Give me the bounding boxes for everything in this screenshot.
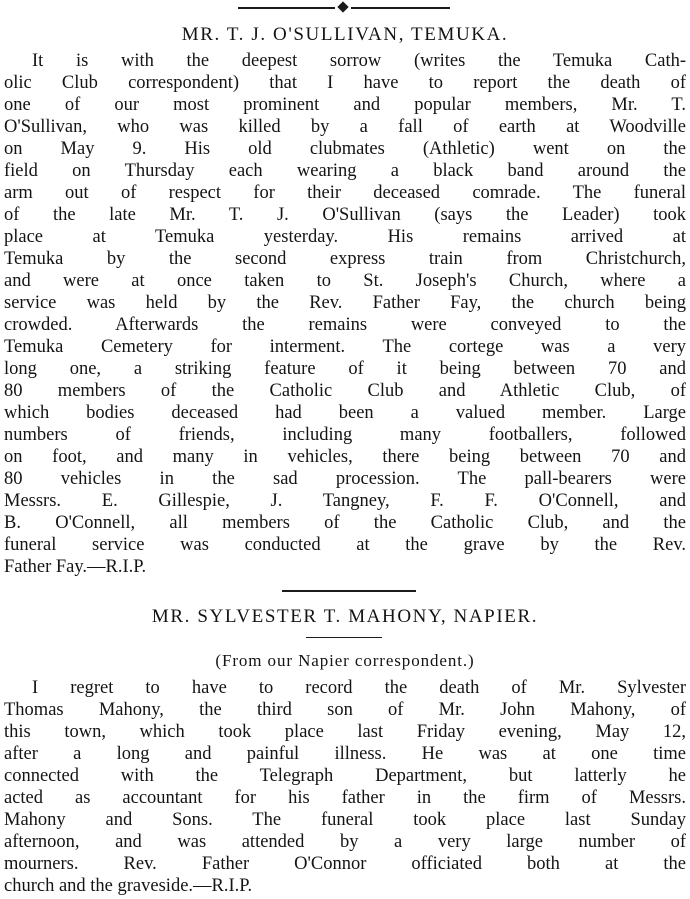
article1-line: olic Club correspondent) that I have to report the death of — [4, 73, 686, 93]
article1-line: numbers of friends, including many footballers, followed — [4, 425, 686, 445]
article1-line: field on Thursday each wearing a black band around the — [4, 161, 686, 181]
article1-line: 80 members of the Catholic Club and Athletic Club, of — [4, 381, 686, 401]
article1-line: crowded. Afterwards the remains were conveyed to the — [4, 315, 686, 335]
article1-line: place at Temuka yesterday. His remains arrived at — [4, 227, 686, 247]
article1-line: Father Fay.—R.I.P. — [4, 557, 147, 577]
article2-line: acted as accountant for his father in the firm of Messrs. — [4, 788, 686, 808]
article1-line: It is with the deepest sorrow (writes the Temuka Cath- — [32, 51, 686, 71]
article1-line: one of our most prominent and popular members, Mr. T. — [4, 95, 686, 115]
top-rule-right — [351, 7, 450, 9]
article1-line: Temuka by the second express train from Christchurch, — [4, 249, 686, 269]
article1-line: on May 9. His old clubmates (Athletic) went on the — [4, 139, 686, 159]
article1-line: O'Sullivan, who was killed by a fall of earth at Woodville — [4, 117, 686, 137]
article2-heading: MR. SYLVESTER T. MAHONY, NAPIER. — [151, 606, 539, 627]
article2-line: Thomas Mahony, the third son of Mr. John Mahony, of — [4, 700, 686, 720]
article2-line: afternoon, and was attended by a very large number of — [4, 832, 686, 852]
article1-line: B. O'Connell, all members of the Catholic Club, and the — [4, 513, 686, 533]
article2-line: this town, which took place last Friday evening, May 12, — [4, 722, 686, 742]
article1-line: 80 vehicles in the sad procession. The pall-bearers were — [4, 469, 686, 489]
article1-line: which bodies deceased had been a valued member. Large — [4, 403, 686, 423]
article1-line: Temuka Cemetery for interment. The cortege was a very — [4, 337, 686, 357]
article2-line: after a long and painful illness. He was at one time — [4, 744, 686, 764]
heading-underline-rule — [306, 637, 382, 638]
article1-line: on foot, and many in vehicles, there being between 70 and — [4, 447, 686, 467]
top-rule-ornament — [337, 1, 348, 12]
article1-line: funeral service was conducted at the grave by the Rev. — [4, 535, 686, 555]
article2-subheading: (From our Napier correspondent.) — [215, 651, 475, 670]
article1-line: long one, a striking feature of it being between 70 and — [4, 359, 686, 379]
article1-line: Messrs. E. Gillespie, J. Tangney, F. F. O'Connell, and — [4, 491, 686, 511]
article1-line: and were at once taken to St. Joseph's Church, where a — [4, 271, 686, 291]
article2-line: mourners. Rev. Father O'Connor officiated both at the — [4, 854, 686, 874]
top-rule-left — [238, 7, 335, 9]
article2-line: connected with the Telegraph Department, but latterly he — [4, 766, 686, 786]
article2-line: church and the graveside.—R.I.P. — [4, 876, 253, 896]
article2-line: Mahony and Sons. The funeral took place last Sunday — [4, 810, 686, 830]
separator-rule — [282, 590, 416, 592]
article1-line: service was held by the Rev. Father Fay, the church being — [4, 293, 686, 313]
article2-line: I regret to have to record the death of Mr. Sylvester — [32, 678, 686, 698]
article1-line: arm out of respect for their deceased comrade. The funeral — [4, 183, 686, 203]
article1-heading: MR. T. J. O'SULLIVAN, TEMUKA. — [181, 24, 509, 45]
article1-line: of the late Mr. T. J. O'Sullivan (says the Leader) took — [4, 205, 686, 225]
